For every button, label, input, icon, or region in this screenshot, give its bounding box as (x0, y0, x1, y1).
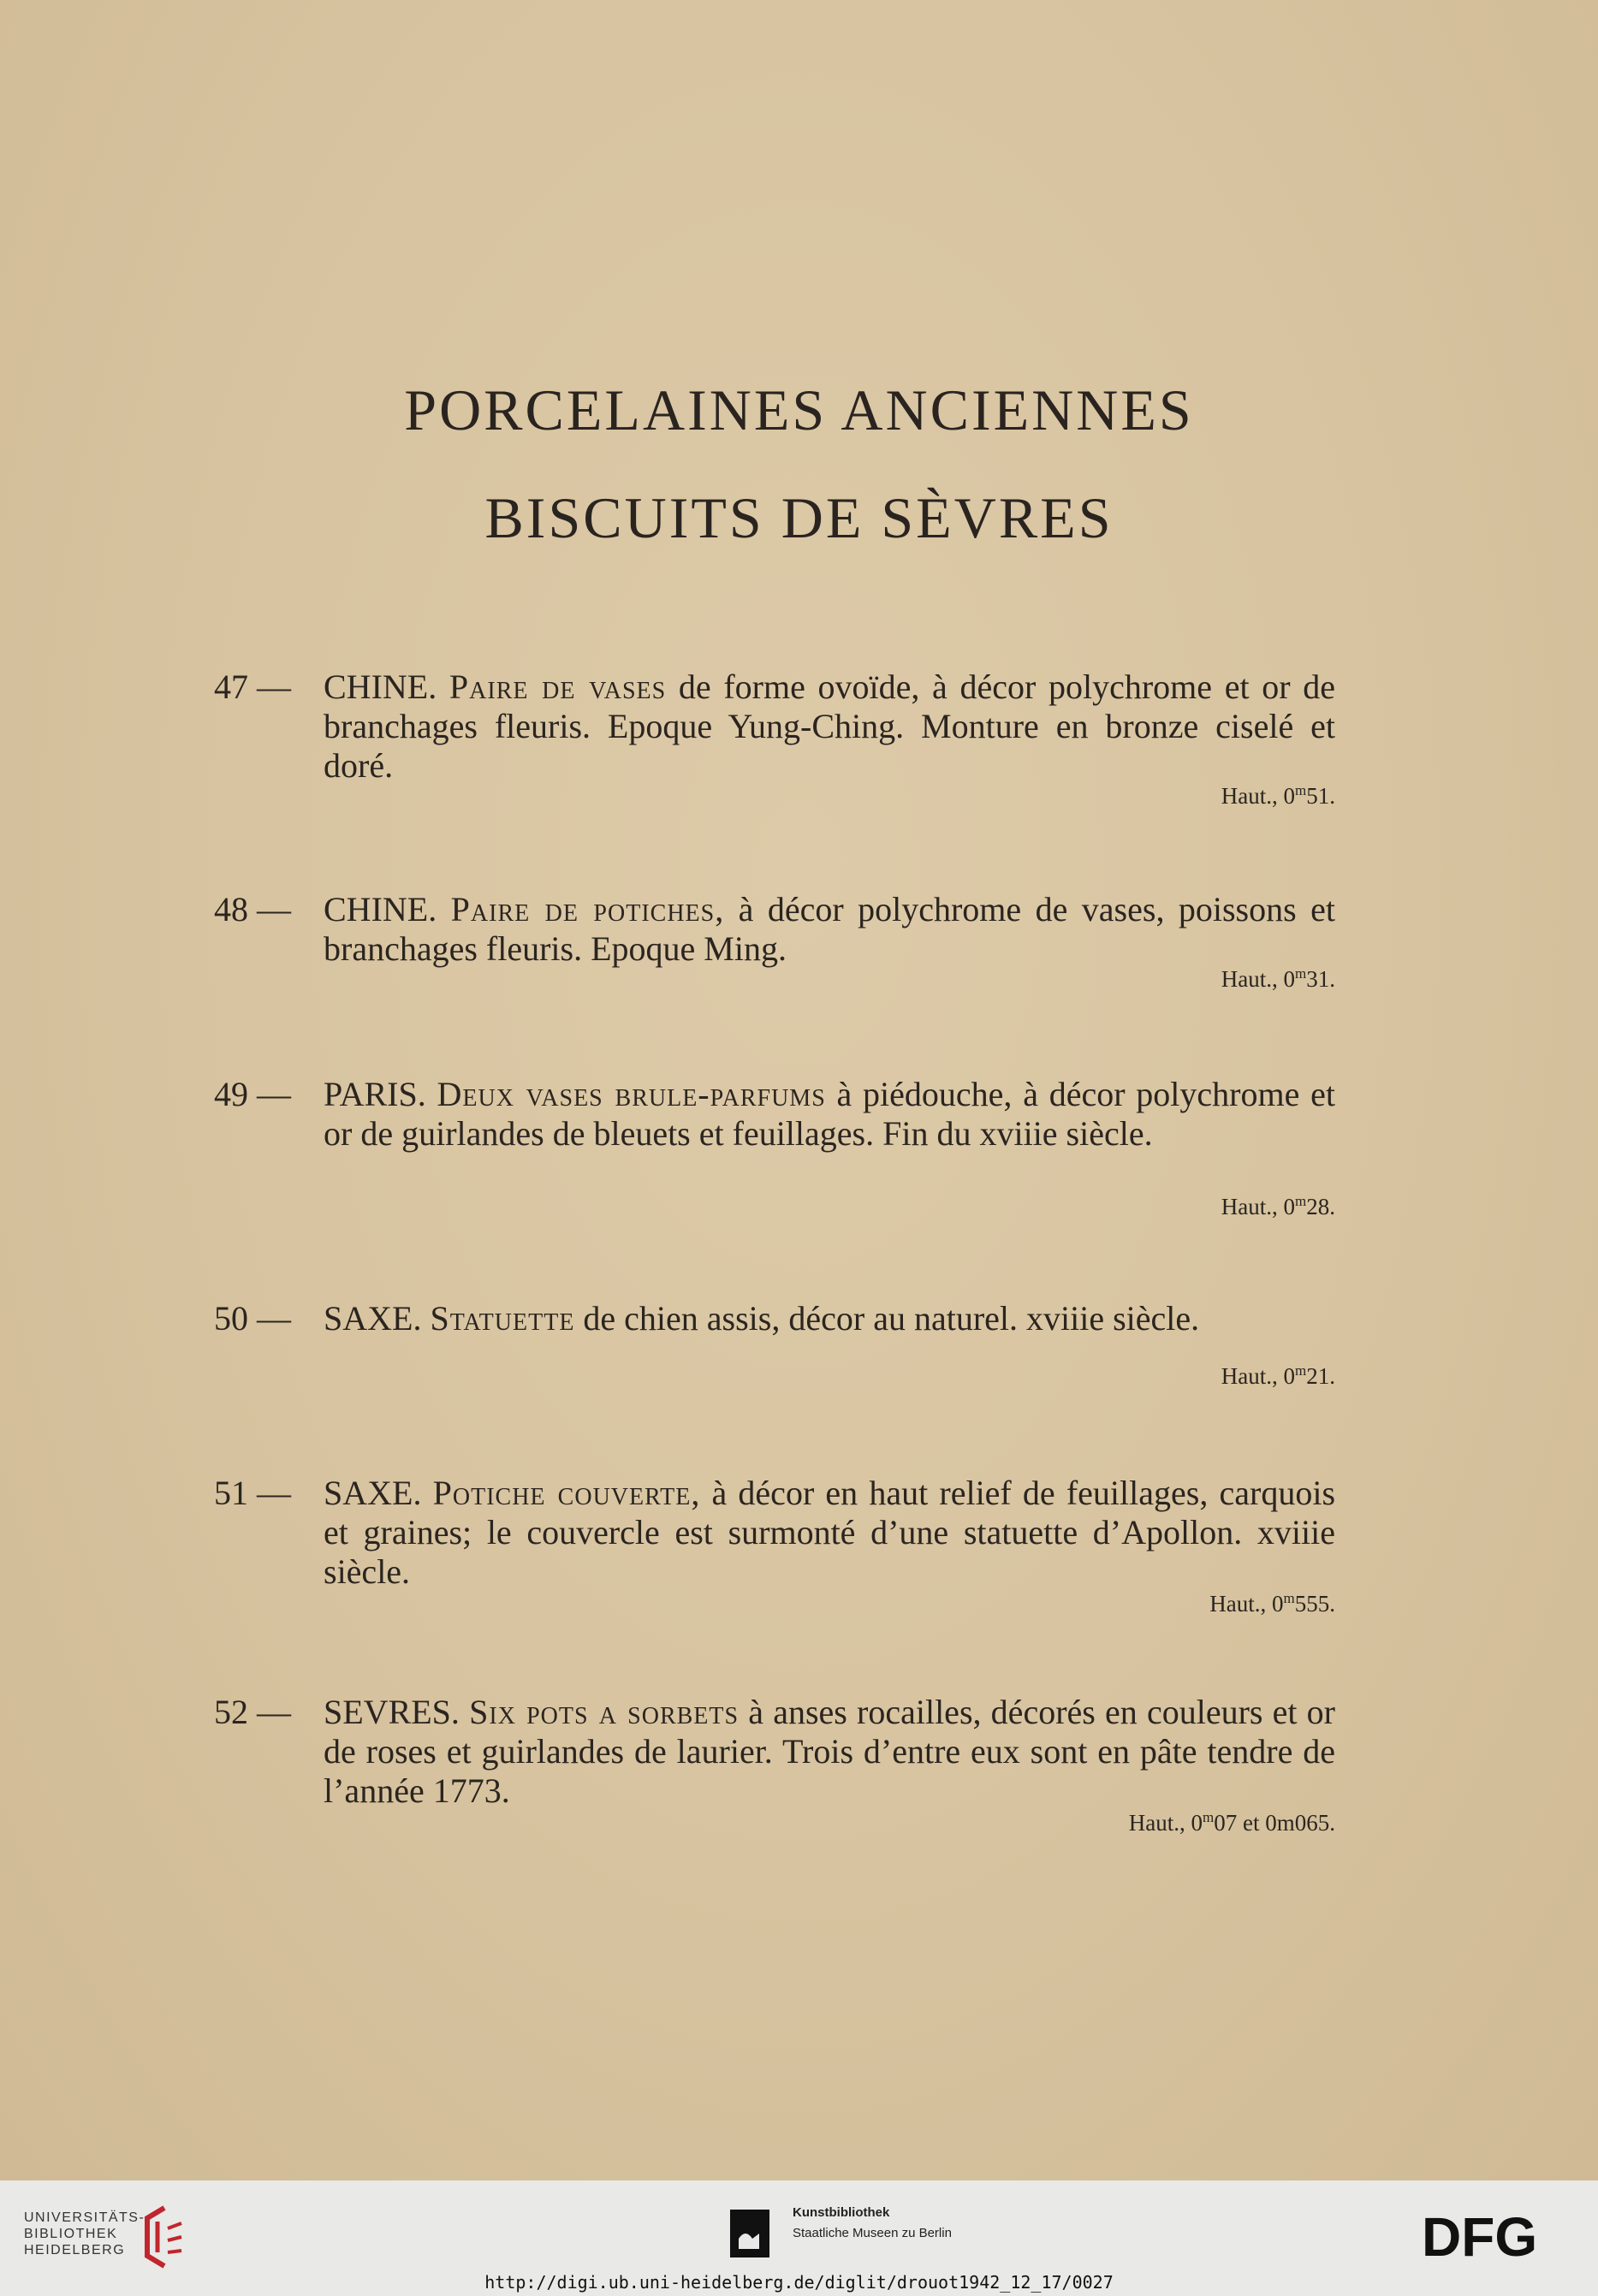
entry-height: Haut., 0$^m$51. (1221, 782, 1335, 809)
kunstbibliothek-label[interactable]: Kunstbibliothek Staatliche Museen zu Berlin (793, 2205, 952, 2240)
entry-description (324, 1299, 1335, 1338)
kunstbibliothek-logo-icon[interactable] (730, 2210, 769, 2257)
svg-text:DFG: DFG (1422, 2211, 1538, 2261)
entry-number: 47 — (214, 667, 291, 706)
entry-description (324, 1474, 1335, 1592)
catalog-entry (214, 1299, 1335, 1393)
entry-height: Haut., 0$^m$07 et 0m065. (1128, 1809, 1335, 1836)
entry-object: Paire de potiches, (450, 890, 725, 928)
entry-description (324, 1075, 1335, 1154)
entry-height: Haut., 0$^m$21. (1221, 1362, 1335, 1389)
entry-height: Haut., 0$^m$555. (1209, 1590, 1335, 1617)
entry-height: Haut., 0$^m$28. (1221, 1193, 1335, 1219)
entry-object: Statuette (430, 1299, 575, 1338)
entry-description (324, 1693, 1335, 1811)
entry-origin: SEVRES. (324, 1693, 460, 1731)
page-title-line2: BISCUITS DE SÈVRES (484, 485, 1114, 550)
catalog-entry (214, 1075, 1335, 1220)
entry-origin: CHINE. (324, 667, 437, 706)
entry-text: à piédouche, à décor polychrome et or de guirlandes de bleuets et feuillages. Fin du xviiie siècle. (324, 1075, 1335, 1153)
entry-origin: SAXE. (324, 1474, 422, 1512)
entry-number: 52 — (214, 1693, 291, 1731)
entry-origin: PARIS. (324, 1075, 426, 1113)
entry-text: à décor polychrome de vases, poissons et branchages fleuris. Epoque Ming. (324, 890, 1335, 968)
dfg-logo-icon[interactable] (1422, 2211, 1576, 2261)
entry-text: à décor en haut relief de feuillages, carquois et graines; le couvercle est surmonté d’une statuette d’Apollon. xviiie siècle. (324, 1474, 1336, 1591)
entry-text: de forme ovoïde, à décor polychrome et or de branchages fleuris. Epoque Yung-Ching. Monture en bronze ciselé et doré. (324, 667, 1335, 785)
entry-description (324, 667, 1335, 786)
entry-object: Potiche couverte, (432, 1474, 701, 1512)
entry-number: 51 — (214, 1474, 291, 1512)
entry-text: de chien assis, décor au naturel. xviiie siècle. (574, 1299, 1200, 1338)
entry-number: 48 — (214, 890, 291, 928)
ub-heidelberg-logo-icon[interactable] (139, 2203, 190, 2271)
entry-number: 49 — (214, 1075, 291, 1113)
ub-heidelberg-label[interactable]: UNIVERSITÄTS- BIBLIOTHEK HEIDELBERG (24, 2210, 146, 2257)
entry-description (324, 890, 1335, 969)
entry-origin: SAXE. (324, 1299, 422, 1338)
entry-height: Haut., 0$^m$31. (1221, 965, 1335, 992)
viewer-footer (0, 2180, 1598, 2296)
page-url[interactable]: http://digi.ub.uni-heidelberg.de/diglit/drouot1942_12_17/0027 (484, 2272, 1114, 2293)
catalog-entry (214, 1693, 1335, 1838)
entry-number: 50 — (214, 1299, 291, 1338)
entry-text: à anses rocailles, décorés en couleurs et or de roses et guirlandes de laurier. Trois d’entre eux sont en pâte tendre de l’année 1773. (324, 1693, 1336, 1810)
page-title-line1: PORCELAINES ANCIENNES (404, 377, 1194, 442)
catalog-entry (214, 667, 1335, 813)
catalog-entry (214, 890, 1335, 997)
catalog-entry (214, 1474, 1335, 1619)
entry-origin: CHINE. (324, 890, 437, 928)
entry-object: Deux vases brule-parfums (437, 1075, 826, 1113)
entry-object: Paire de vases (449, 667, 667, 706)
entry-object: Six pots a sorbets (469, 1693, 740, 1731)
